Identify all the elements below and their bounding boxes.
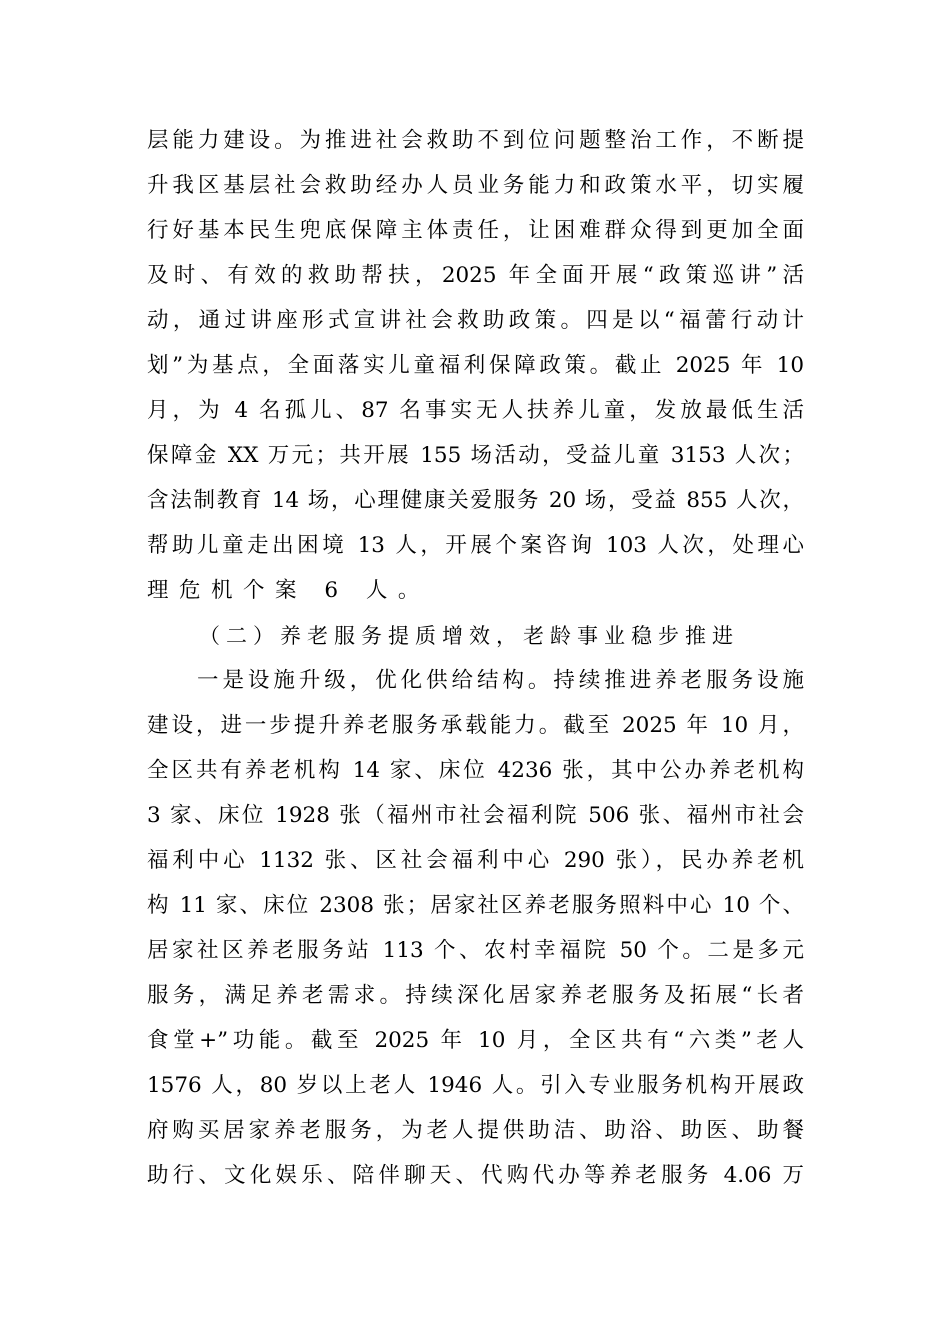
text-line: 层能力建设。为推进社会救助不到位问题整治工作，不断提 bbox=[147, 128, 804, 153]
text-line: 含法制教育 14 场，心理健康关爱服务 20 场，受益 855 人次， bbox=[147, 488, 804, 513]
paragraph-elderly-facilities bbox=[147, 664, 804, 1204]
text-line: 构 11 家、床位 2308 张；居家社区养老服务照料中心 10 个、 bbox=[147, 893, 804, 918]
section-heading-text: （二）养老服务提质增效，老龄事业稳步推进 bbox=[199, 624, 739, 648]
text-line: 1576 人，80 岁以上老人 1946 人。引入专业服务机构开展政 bbox=[147, 1073, 804, 1098]
text-line: 理危机个案 6 人。 bbox=[147, 578, 430, 603]
text-line: 服务，满足养老需求。持续深化居家养老服务及拓展“长者 bbox=[147, 983, 804, 1008]
section-heading-elderly-services bbox=[147, 619, 804, 664]
text-line: 行好基本民生兜底保障主体责任，让困难群众得到更加全面 bbox=[147, 218, 804, 243]
text-line: 食堂+”功能。截至 2025 年 10 月，全区共有“六类”老人 bbox=[147, 1028, 804, 1053]
document-page bbox=[147, 124, 804, 1204]
text-line: 福利中心 1132 张、区社会福利中心 290 张），民办养老机 bbox=[147, 848, 804, 873]
text-line: 建设，进一步提升养老服务承载能力。截至 2025 年 10 月， bbox=[147, 713, 804, 738]
paragraph-social-assistance bbox=[147, 124, 804, 619]
text-line: 及时、有效的救助帮扶，2025 年全面开展“政策巡讲”活 bbox=[147, 263, 804, 288]
text-line: 府购买居家养老服务，为老人提供助洁、助浴、助医、助餐 bbox=[147, 1118, 804, 1143]
text-line: 划”为基点，全面落实儿童福利保障政策。截止 2025 年 10 bbox=[147, 353, 804, 378]
text-line: 居家社区养老服务站 113 个、农村幸福院 50 个。二是多元 bbox=[147, 938, 804, 963]
text-line: 全区共有养老机构 14 家、床位 4236 张，其中公办养老机构 bbox=[147, 758, 804, 783]
text-line: 助行、文化娱乐、陪伴聊天、代购代办等养老服务 4.06 万 bbox=[147, 1163, 804, 1188]
text-line: 一是设施升级，优化供给结构。持续推进养老服务设施 bbox=[197, 668, 804, 693]
text-line: 帮助儿童走出困境 13 人，开展个案咨询 103 人次，处理心 bbox=[147, 533, 804, 558]
text-line: 升我区基层社会救助经办人员业务能力和政策水平，切实履 bbox=[147, 173, 804, 198]
text-line: 动，通过讲座形式宣讲社会救助政策。四是以“福蕾行动计 bbox=[147, 308, 804, 333]
text-line: 月，为 4 名孤儿、87 名事实无人扶养儿童，发放最低生活 bbox=[147, 398, 804, 423]
text-line: 保障金 XX 万元；共开展 155 场活动，受益儿童 3153 人次； bbox=[147, 443, 804, 468]
text-line: 3 家、床位 1928 张（福州市社会福利院 506 张、福州市社会 bbox=[147, 803, 804, 828]
